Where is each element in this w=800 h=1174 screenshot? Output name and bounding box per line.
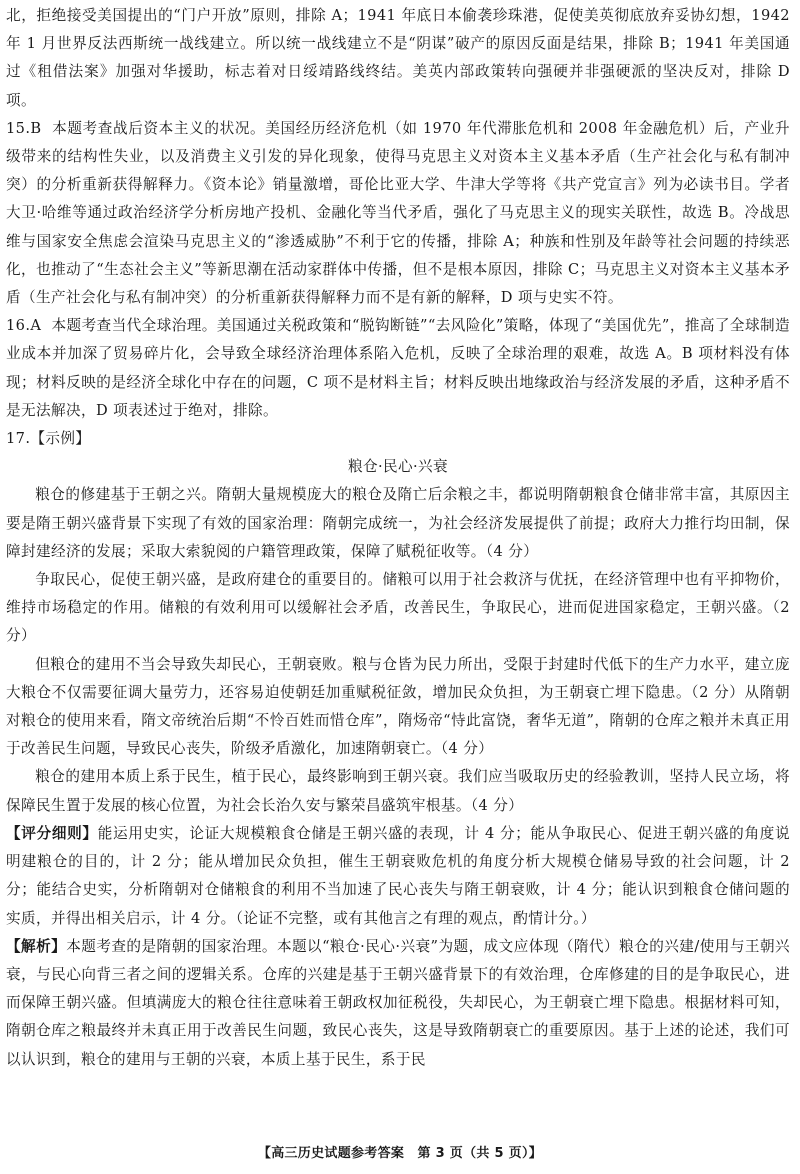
answer-content xyxy=(6,2,790,1074)
analysis-text: 本题考查的是隋朝的国家治理。本题以“粮仓·民心·兴衰”为题，成文应体现（隋代）粮仓的兴建/使用与王朝兴衰，与民心向背三者之间的逻辑关系。仓库的兴建是基于王朝兴盛背景下的有效治理，仓库修建的目的是争取民心，进而保障王朝兴盛。但填满庞大的粮仓往往意味着王朝政权加征税役，失却民心，为王朝衰亡埋下隐患。根据材料可知，隋朝仓库之粮最终并未真正用于改善民生问题，致民心丧失，这是导致隋朝衰亡的重要原因。基于上述的论述，我们可以认识到，粮仓的建用与王朝的兴衰，本质上基于民生，系于民 xyxy=(6,937,790,1068)
essay-title: 粮仓·民心·兴衰 xyxy=(347,458,449,476)
item-number-16: 16.A xyxy=(6,317,42,335)
analysis xyxy=(6,933,790,1074)
continued-paragraph-q14: 北，拒绝接受美国提出的“门户开放”原则，排除 A；1941 年底日本偷袭珍珠港，促使美英彻底放弃妥协幻想，1942 年 1 月世界反法西斯统一战线建立。所以统一战线建立不是“阴谋”破产的原因反面是结果，排除 B；1941 年美国通过《租借法案》加强对华援助，标志着对日绥靖路线终结。美英内部政策转向强硬并非强硬派的坚决反对，排除 D 项。 xyxy=(6,7,790,109)
answer-item-17-head: 17.【示例】 xyxy=(6,430,91,448)
scoring-rules xyxy=(6,820,790,933)
item-text-16: 本题考查当代全球治理。美国通过关税政策和“脱钩断链”“去风险化”策略，体现了“美国优先”，推高了全球制造业成本并加深了贸易碎片化，会导致全球经济治理体系陷入危机，反映了全球治理的艰难，故选 A。B 项材料没有体现；材料反映的是经济全球化中存在的问题，C 项不是材料主旨；材料反映出地缘政治与经济发展的矛盾，这种矛盾不是无法解决，D 项表述过于绝对，排除。 xyxy=(6,317,791,419)
essay-paragraph-1: 粮仓的修建基于王朝之兴。隋朝大量规模庞大的粮仓及隋亡后余粮之丰，都说明隋朝粮食仓储非常丰富，其原因主要是隋王朝兴盛背景下实现了有效的国家治理：隋朝完成统一，为社会经济发展提供了前提；政府大力推行均田制，保障封建经济的发展；采取大索貌阅的户籍管理政策，保障了赋税征收等。（4 分） xyxy=(6,486,790,560)
answer-item-15 xyxy=(6,115,790,312)
scoring-rules-text: 能运用史实，论证大规模粮食仓储是王朝兴盛的表现，计 4 分；能从争取民心、促进王朝兴盛的角度说明建粮仓的目的，计 2 分；能从增加民众负担，催生王朝衰败危机的角度分析大规模仓储易导致的社会问题，计 2 分；能结合史实，分析隋朝对仓储粮食的利用不当加速了民心丧失与隋王朝衰败，计 4 分；能认识到粮食仓储问题的实质，并得出相关启示，计 4 分。（论证不完整，或有其他言之有理的观点，酌情计分。） xyxy=(6,824,791,927)
essay-paragraph-4: 粮仓的建用本质上系于民生，植于民心，最终影响到王朝兴衰。我们应当吸取历史的经验教训，坚持人民立场，将保障民生置于发展的核心位置，为社会长治久安与繁荣昌盛筑牢根基。（4 分） xyxy=(6,768,790,814)
analysis-heading: 【解析】 xyxy=(6,937,67,955)
scoring-rules-heading: 【评分细则】 xyxy=(6,824,98,842)
item-number-15: 15.B xyxy=(6,119,42,137)
item-text-15: 本题考查战后资本主义的状况。美国经历经济危机（如 1970 年代滞胀危机和 2008 年金融危机）后，产业升级带来的结构性失业，以及消费主义引发的异化现象，使得马克思主义对资本主义基本矛盾（生产社会化与私有制冲突）的分析重新获得解释力。《资本论》销量激增，哥伦比亚大学、牛津大学等将《共产党宣言》列为必读书目。学者大卫·哈维等通过政治经济学分析房地产投机、金融化等当代矛盾，强化了马克思主义的现实关联性，故选 B。冷战思维与国家安全焦虑会渲染马克思主义的“渗透威胁”不利于它的传播，排除 A；种族和性别及年龄等社会问题的持续恶化，也推动了“生态社会主义”等新思潮在活动家群体中传播，但不是根本原因，排除 C；马克思主义对资本主义基本矛盾（生产社会化与私有制冲突）的分析重新获得解释力而不是有新的解释，D 项与史实不符。 xyxy=(6,119,790,307)
answer-item-16 xyxy=(6,312,790,425)
page-footer: 【高三历史试题参考答案 第 3 页（共 5 页）】 xyxy=(257,1146,543,1161)
essay-paragraph-2: 争取民心，促使王朝兴盛，是政府建仓的重要目的。储粮可以用于社会救济与优抚，在经济管理中也有平抑物价，维持市场稳定的作用。储粮的有效利用可以缓解社会矛盾，改善民生，争取民心，进而促进国家稳定，王朝兴盛。（2 分） xyxy=(6,571,790,645)
essay-paragraph-3: 但粮仓的建用不当会导致失却民心，王朝衰败。粮与仓皆为民力所出，受限于封建时代低下的生产力水平，建立庞大粮仓不仅需要征调大量劳力，还容易迫使朝廷加重赋税征敛，增加民众负担，为王朝衰亡埋下隐患。（2 分）从隋朝对粮仓的使用来看，隋文帝统治后期“不怜百姓而惜仓库”，隋炀帝“恃此富饶，奢华无道”，隋朝的仓库之粮并未真正用于改善民生问题，导致民心丧失，阶级矛盾激化，加速隋朝衰亡。（4 分） xyxy=(6,655,790,758)
